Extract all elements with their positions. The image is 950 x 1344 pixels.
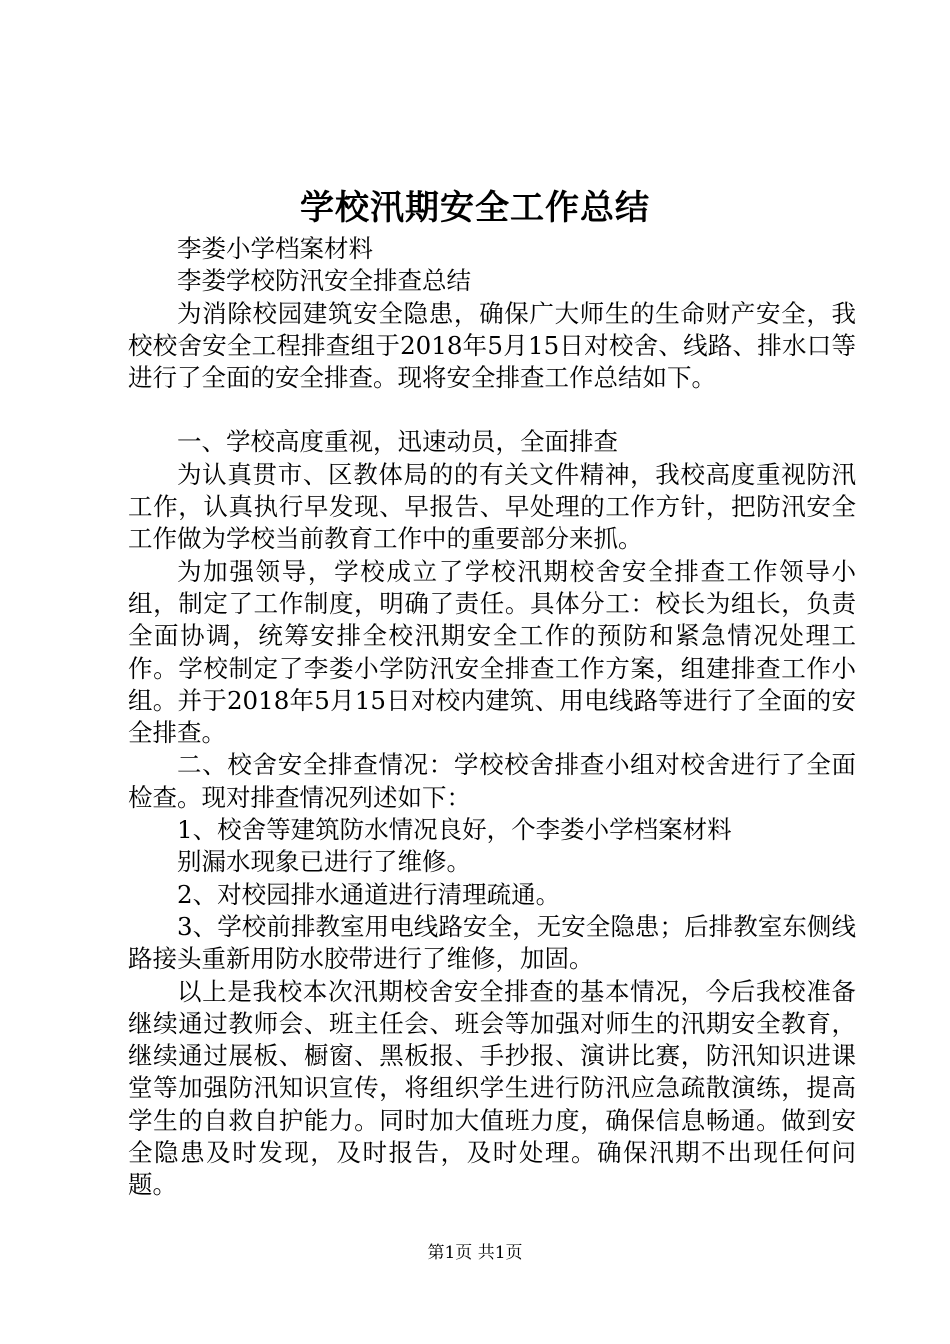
paragraph-intro: 为消除校园建筑安全隐患，确保广大师生的生命财产安全，我校校舍安全工程排查组于2018年5月15日对校舍、线路、排水口等进行了全面的安全排查。现将安全排查工作总结如下。 <box>128 298 856 393</box>
document-title: 学校汛期安全工作总结 <box>300 188 650 228</box>
list-item: 3、学校前排教室用电线路安全，无安全隐患；后排教室东侧线路接头重新用防水胶带进行了维修，加固。 <box>128 911 856 974</box>
section-heading-2: 二、校舍安全排查情况：学校校舍排查小组对校舍进行了全面检查。现对排查情况列述如下： <box>128 750 856 812</box>
list-item: 2、对校园排水通道进行清理疏通。 <box>177 879 561 909</box>
section-heading-1: 一、学校高度重视，迅速动员，全面排查 <box>177 427 618 457</box>
paragraph: 为认真贯市、区教体局的的有关文件精神，我校高度重视防汛工作，认真执行早发现、早报告、早处理的工作方针，把防汛安全工作做为学校当前教育工作中的重要部分来抓。 <box>128 459 856 554</box>
document-body <box>128 233 856 1202</box>
list-item-continuation: 别漏水现象已进行了维修。 <box>177 847 471 877</box>
paragraph: 为加强领导，学校成立了学校汛期校舍安全排查工作领导小组，制定了工作制度，明确了责任。具体分工：校长为组长，负责全面协调，统筹安排全校汛期安全工作的预防和紧急情况处理工作。学校制定了李娄小学防汛安全排查工作方案，组建排查工作小组。并于2018年5月15日对校内建筑、用电线路等进行了全面的安全排查。 <box>128 556 856 748</box>
paragraph-subtitle: 李娄学校防汛安全排查总结 <box>177 266 471 296</box>
list-item: 1、校舍等建筑防水情况良好，个李娄小学档案材料 <box>177 815 732 845</box>
paragraph-archive-label: 李娄小学档案材料 <box>177 234 373 263</box>
page-number-footer: 第1页 共1页 <box>427 1243 523 1263</box>
paragraph-conclusion: 以上是我校本次汛期校舍安全排查的基本情况，今后我校准备继续通过教师会、班主任会、班会等加强对师生的汛期安全教育，继续通过展板、橱窗、黑板报、手抄报、演讲比赛，防汛知识进课堂等加强防汛知识宣传，将组织学生进行防汛应急疏散演练，提高学生的自救自护能力。同时加大值班力度，确保信息畅通。做到安全隐患及时发现，及时报告，及时处理。确保汛期不出现任何问题。 <box>128 976 856 1200</box>
